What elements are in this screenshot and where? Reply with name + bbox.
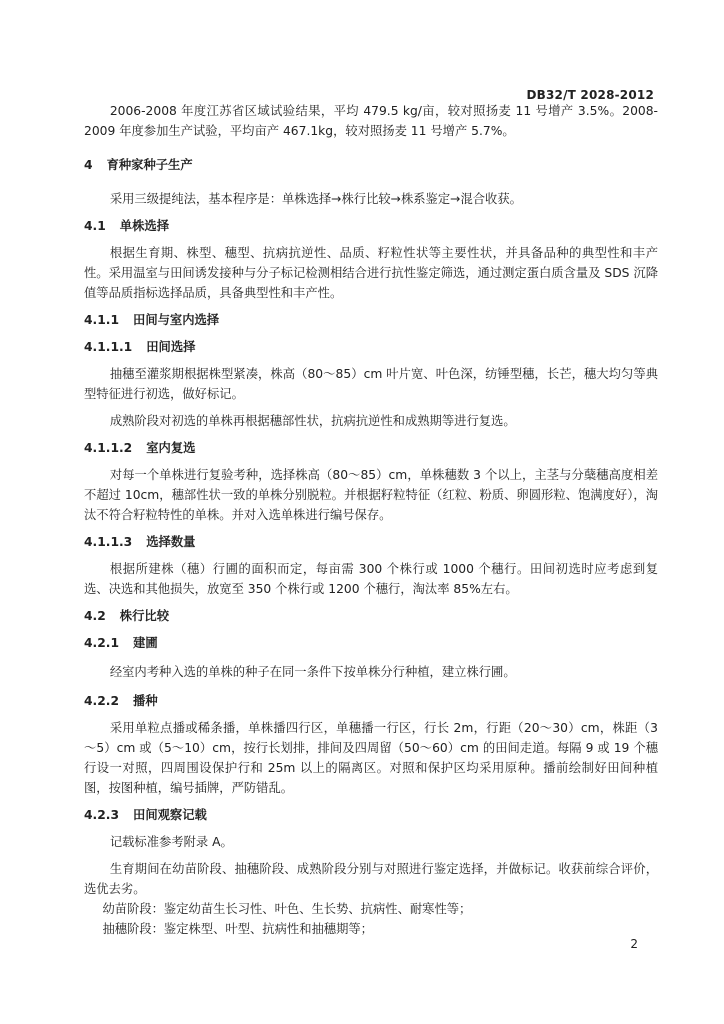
heading-section-4: [84, 155, 658, 175]
heading-section-4-1-1: [84, 310, 658, 330]
heading-number: 4: [84, 158, 93, 172]
heading-number: 4.2: [84, 609, 106, 623]
paragraph-heading-stage: 抽穗阶段：鉴定株型、叶型、抗病性和抽穗期等；: [102, 922, 373, 936]
heading-number: 4.1.1: [84, 313, 120, 327]
heading-number: 4.1: [84, 219, 106, 233]
paragraph-field-selection-2: 成熟阶段对初选的单株再根据穗部性状，抗病抗逆性和成熟期等进行复选。: [109, 414, 516, 428]
paragraph-sowing: 采用单粒点播或稀条播，单株播四行区，单穗播一行区，行长 2m，行距（20～30）cm，株距（3～5）cm 或（5～10）cm，按行长划排，排间及四周留（50～60）cm 的田间走道。每隔 9 或 19 个穗行设一对照，四周围设保护行和 25m 以上的隔离区。对照和保护区均采用原种。播前绘制好田间种植图，按图种植，编号插牌，严防错乱。: [84, 721, 658, 795]
heading-title: 育种家种子生产: [106, 158, 193, 172]
heading-number: 4.1.1.1: [84, 340, 133, 354]
paragraph-selection-quantity: 根据所建株（穗）行圃的面积而定，每亩需 300 个株行或 1000 个穗行。田间初选时应考虑到复选、决选和其他损失，放宽至 350 个株行或 1200 个穗行，淘汰率 85%左右。: [84, 562, 658, 596]
heading-section-4-2-1: [84, 633, 658, 653]
heading-number: 4.2.2: [84, 694, 120, 708]
heading-section-4-2: [84, 606, 658, 626]
heading-section-4-1-1-2: [84, 438, 658, 458]
heading-section-4-1-1-1: [84, 337, 658, 357]
heading-number: 4.1.1.2: [84, 441, 133, 455]
heading-title: 单株选择: [119, 219, 169, 233]
heading-title: 播种: [133, 694, 158, 708]
paragraph-nursery: 经室内考种入选的单株的种子在同一条件下按单株分行种植，建立株行圃。: [109, 665, 516, 679]
paragraph-record-standard: 记载标准参考附录 A。: [109, 835, 233, 849]
heading-number: 4.2.1: [84, 636, 120, 650]
heading-title: 田间与室内选择: [133, 313, 220, 327]
heading-title: 建圃: [133, 636, 158, 650]
heading-section-4-2-3: [84, 805, 658, 825]
heading-title: 田间观察记载: [133, 808, 207, 822]
document-body: [84, 101, 658, 939]
page-number: 2: [630, 937, 638, 951]
heading-section-4-1: [84, 216, 658, 236]
heading-number: 4.2.3: [84, 808, 120, 822]
heading-number: 4.1.1.3: [84, 535, 133, 549]
paragraph-single-plant-selection: 根据生育期、株型、穗型、抗病抗逆性、品质、籽粒性状等主要性状，并具备品种的典型性和丰产性。采用温室与田间诱发接种与分子标记检测相结合进行抗性鉴定筛选，通过测定蛋白质含量及 SDS 沉降值等品质指标选择品质，具备典型性和丰产性。: [84, 246, 658, 300]
paragraph-yield-results: 2006-2008 年度江苏省区域试验结果，平均 479.5 kg/亩，较对照扬麦 11 号增产 3.5%。2008-2009 年度参加生产试验，平均亩产 467.1kg，较对照扬麦 11 号增产 5.7%。: [84, 104, 658, 138]
heading-section-4-2-2: [84, 691, 658, 711]
paragraph-seedling-stage: 幼苗阶段：鉴定幼苗生长习性、叶色、生长势、抗病性、耐寒性等；: [102, 902, 472, 916]
heading-title: 株行比较: [119, 609, 169, 623]
heading-title: 选择数量: [146, 535, 196, 549]
heading-section-4-1-1-3: [84, 532, 658, 552]
heading-title: 田间选择: [146, 340, 196, 354]
paragraph-field-selection-1: 抽穗至灌浆期根据株型紧凑，株高（80～85）cm 叶片宽、叶色深，纺锤型穗，长芒，穗大均匀等典型特征进行初选，做好标记。: [84, 367, 658, 401]
paragraph-section-4: 采用三级提纯法，基本程序是：单株选择→株行比较→株系鉴定→混合收获。: [109, 192, 522, 206]
heading-title: 室内复选: [146, 441, 196, 455]
paragraph-indoor-reselection: 对每一个单株进行复验考种，选择株高（80～85）cm，单株穗数 3 个以上，主茎与分蘖穗高度相差不超过 10cm，穗部性状一致的单株分别脱粒。并根据籽粒特征（红粒、粉质、卵圆形粒、饱满度好），淘汰不符合籽粒特性的单株。并对入选单株进行编号保存。: [84, 468, 658, 522]
document-code: DB32/T 2028-2012: [526, 88, 654, 102]
paragraph-record-stages: 生育期间在幼苗阶段、抽穗阶段、成熟阶段分别与对照进行鉴定选择，并做标记。收获前综合评价，选优去劣。: [84, 862, 658, 896]
